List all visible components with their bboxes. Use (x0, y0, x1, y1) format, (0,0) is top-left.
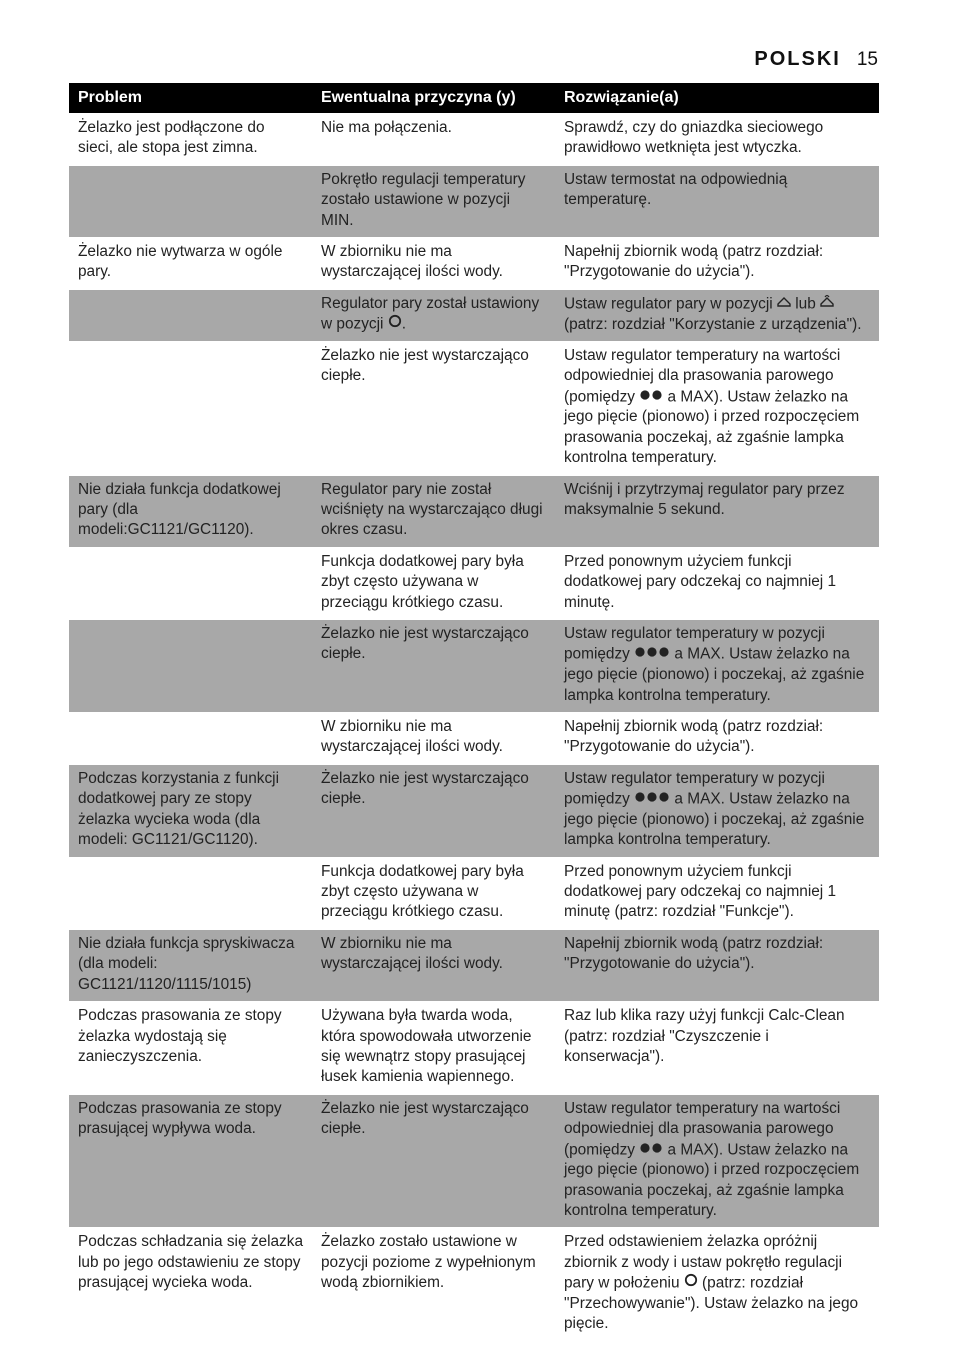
cell-problem: Żelazko jest podłączone do sieci, ale stopa jest zimna. (78, 119, 265, 157)
table-row (69, 547, 879, 619)
table-row (69, 1002, 879, 1095)
three-dots-icon (634, 789, 670, 809)
cell-cause: Regulator pary nie został wciśnięty na wystarczająco długi okres czasu. (312, 475, 555, 547)
cell-cause: Nie ma połączenia. (321, 119, 452, 136)
cell-cause: Żelazko nie jest wystarczająco ciepłe. (312, 1094, 555, 1228)
language-label: POLSKI (754, 48, 841, 70)
cell-solution: Napełnij zbiornik wodą (patrz rozdział: "Przygotowanie do użycia"). (564, 243, 824, 281)
cell-problem: Żelazko nie wytwarza w ogóle pary. (78, 243, 283, 281)
steam-high-icon (820, 294, 834, 314)
header-cause: Ewentualna przyczyna (y) (312, 83, 555, 114)
cell-problem: Podczas korzystania z funkcji dodatkowej pary ze stopy żelazka wycieka woda (dla modeli: GC1121/GC1120). (69, 764, 312, 857)
cell-cause: Żelazko nie jest wystarczająco ciepłe. (312, 620, 555, 713)
cell-problem (69, 712, 312, 764)
cell-problem: Nie działa funkcja spryskiwacza (dla modeli: GC1121/1120/1115/1015) (69, 929, 312, 1001)
cell-solution: Sprawdź, czy do gniazdka sieciowego prawidłowo wetknięta jest wtyczka. (564, 119, 824, 157)
cell-cause: Funkcja dodatkowej pary była zbyt często używana w przeciągu krótkiego czasu. (321, 862, 524, 921)
table-row (69, 1094, 879, 1228)
two-dots-icon (639, 1140, 663, 1160)
header-problem: Problem (69, 83, 312, 114)
table-row (69, 341, 879, 475)
two-dots-icon (639, 387, 663, 407)
cell-problem (69, 165, 312, 237)
table-header-row (69, 83, 879, 114)
cell-solution: Ustaw regulator pary w pozycji lub (patrz: rozdział "Korzystanie z urządzenia"). (555, 289, 879, 341)
cell-solution: Przed ponownym użyciem funkcji dodatkowej pary odczekaj co najmniej 1 minutę (patrz: rozdział "Funkcje"). (564, 862, 837, 921)
cell-cause: Używana była twarda woda, która spowodowała utworzenie się wewnątrz stopy prasującej łusek kamienia wapiennego. (321, 1007, 532, 1086)
table-row (69, 165, 879, 237)
cell-solution: Ustaw termostat na odpowiednią temperaturę. (555, 165, 879, 237)
table-row (69, 1228, 879, 1341)
table-row (69, 289, 879, 341)
cell-problem (69, 341, 312, 475)
cell-solution: Napełnij zbiornik wodą (patrz rozdział: "Przygotowanie do użycia"). (564, 717, 824, 756)
cell-solution: Przed odstawieniem żelazka opróżnij zbiornik z wody i ustaw pokrętło regulacji pary w położeniu (patrz: rozdział "Przechowywanie"). Ustaw żelazko na jego pięcie. (564, 1233, 859, 1333)
steam-low-icon (777, 294, 791, 314)
cell-cause: Żelazko nie jest wystarczająco ciepłe. (312, 764, 555, 857)
cell-problem (69, 620, 312, 713)
table-row (69, 712, 879, 764)
table-row (69, 238, 879, 290)
zero-steam-icon (684, 1273, 698, 1293)
cell-cause: Żelazko zostało ustawione w pozycji poziome z wypełnionym wodą zbiornikiem. (321, 1233, 536, 1292)
cell-cause: Regulator pary został ustawiony w pozycji . (312, 289, 555, 341)
cell-solution: Napełnij zbiornik wodą (patrz rozdział: "Przygotowanie do użycia"). (555, 929, 879, 1001)
zero-steam-icon (388, 314, 402, 334)
table-row (69, 764, 879, 857)
table-row (69, 620, 879, 713)
cell-problem (69, 547, 312, 619)
three-dots-icon (634, 644, 670, 664)
cell-solution: Ustaw regulator temperatury na wartości odpowiedniej dla prasowania parowego (pomiędzy a MAX). Ustaw żelazko na jego pięcie (pionowo) i przed rozpoczęciem prasowania poczekaj, aż zgaśnie lampka kontrolna temperatury. (564, 346, 860, 467)
cell-solution: Ustaw regulator temperatury w pozycji pomiędzy a MAX. Ustaw żelazko na jego pięcie (pionowo) i poczekaj, aż zgaśnie lampka kontrolna temperatury. (555, 764, 879, 857)
cell-problem (69, 289, 312, 341)
table-row (69, 857, 879, 929)
cell-problem: Podczas schładzania się żelazka lub po jego odstawieniu ze stopy prasującej wycieka woda. (78, 1233, 303, 1292)
cell-solution: Ustaw regulator temperatury w pozycji pomiędzy a MAX. Ustaw żelazko na jego pięcie (pionowo) i poczekaj, aż zgaśnie lampka kontrolna temperatury. (555, 620, 879, 713)
table-body (69, 114, 879, 1341)
cell-problem: Podczas prasowania ze stopy prasującej wypływa woda. (69, 1094, 312, 1228)
cell-solution: Przed ponownym użyciem funkcji dodatkowej pary odczekaj co najmniej 1 minutę. (564, 552, 837, 611)
table-row (69, 929, 879, 1001)
cell-problem: Podczas prasowania ze stopy żelazka wydostają się zanieczyszczenia. (78, 1007, 282, 1065)
cell-cause: Pokrętło regulacji temperatury zostało ustawione w pozycji MIN. (312, 165, 555, 237)
page-header (754, 48, 878, 71)
cell-problem: Nie działa funkcja dodatkowej pary (dla modeli:GC1121/GC1120). (69, 475, 312, 547)
cell-cause: W zbiorniku nie ma wystarczającej ilości wody. (321, 717, 503, 756)
cell-problem (69, 857, 312, 929)
table-row (69, 475, 879, 547)
table-row (69, 114, 879, 166)
cell-cause: W zbiorniku nie ma wystarczającej ilości wody. (312, 929, 555, 1001)
troubleshooting-table (69, 83, 879, 1341)
cell-solution: Wciśnij i przytrzymaj regulator pary przez maksymalnie 5 sekund. (555, 475, 879, 547)
cell-cause: Żelazko nie jest wystarczająco ciepłe. (321, 346, 529, 385)
cell-cause: Funkcja dodatkowej pary była zbyt często używana w przeciągu krótkiego czasu. (321, 552, 524, 611)
cell-cause: W zbiorniku nie ma wystarczającej ilości wody. (321, 243, 503, 281)
cell-solution: Ustaw regulator temperatury na wartości odpowiedniej dla prasowania parowego (pomiędzy a MAX). Ustaw żelazko na jego pięcie (pionowo) i przed rozpoczęciem prasowania poczekaj, aż zgaśnie lampka kontrolna temperatury. (555, 1094, 879, 1228)
header-solution: Rozwiązanie(a) (555, 83, 879, 114)
page-number: 15 (856, 49, 878, 70)
cell-solution: Raz lub klika razy użyj funkcji Calc-Clean (patrz: rozdział "Czyszczenie i konserwacja"). (564, 1007, 845, 1065)
